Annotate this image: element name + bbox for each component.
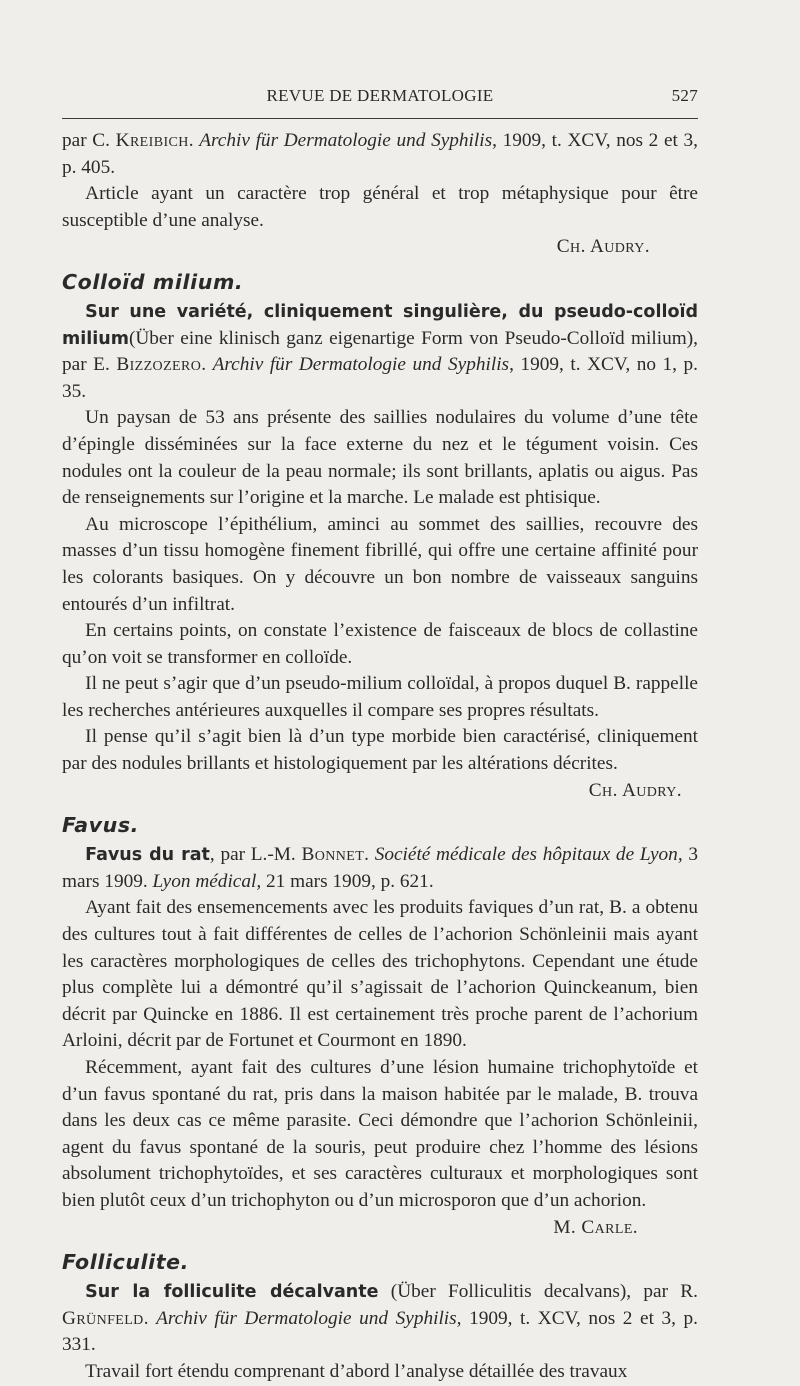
ref-sep: . <box>143 1307 157 1329</box>
title-rest: (Über eine klinisch ganz eigenartige Form von Pseudo-Colloïd milium), par E. <box>62 327 698 376</box>
paragraph: Travail fort étendu comprenant d’abord l’analyse détaillée des travaux <box>85 1360 628 1382</box>
section-heading-colloid: Colloïd milium. <box>62 269 244 294</box>
signature: Ch. Audry. <box>588 779 682 801</box>
signature: M. Carle. <box>553 1216 638 1238</box>
ref-tail: , 1909, t. XCV, no 1, p. 35. <box>62 354 698 402</box>
ref-date: 3 mars 1909. <box>62 844 698 892</box>
ref-journal: Archiv für Dermatologie und Syphilis, <box>156 1307 462 1329</box>
article-title: Favus du rat <box>85 845 210 866</box>
ref-author: Bonnet <box>301 844 365 866</box>
paragraph: Il ne peut s’agir que d’un pseudo-milium colloïdal, à propos duquel B. rappelle les recherches antérieures auxquelles il compare ses propres résultats. <box>62 673 698 721</box>
signature-line <box>62 234 698 261</box>
ref-tail: 21 mars 1909, p. 621. <box>261 870 434 892</box>
ref-journal: Archiv für Dermatologie und Syphilis <box>212 354 510 376</box>
article-title: Sur la folliculite décalvante <box>85 1282 379 1303</box>
section-heading-favus: Favus. <box>62 813 140 838</box>
header-rule <box>62 118 698 119</box>
journal-title: REVUE DE DERMATOLOGIE <box>266 86 494 105</box>
ref-sep: . <box>188 130 200 151</box>
ref-sep: . <box>201 354 213 376</box>
ref-tail: , 1909, t. XCV, nos 2 et 3, p. 405. <box>62 130 698 178</box>
signature-line <box>62 778 698 805</box>
signature-line <box>62 1215 698 1242</box>
ref-author: Kreibich <box>115 130 189 151</box>
paragraph: En certains points, on constate l’existence de faisceaux de blocs de collastine qu’on voit se transformer en colloïde. <box>62 620 698 668</box>
paragraph: Il pense qu’il s’agit bien là d’un type morbide bien caractérisé, cliniquement par des nodules brillants et histologiquement par les altérations décrites. <box>62 726 698 775</box>
ref-author: Bizzozero <box>116 354 202 376</box>
title-rest: , par L.-M. <box>209 844 302 866</box>
ref-sep: . <box>364 844 375 866</box>
paragraph: Récemment, ayant fait des cultures d’une lésion humaine trichophytoïde et d’un favus spontané du rat, pris dans la maison habitée par le malade, B. trouva dans les deux cas ce même parasite. Ceci démondre que l’achorion Schönleinii, agent du favus spontané de la souris, peut produire chez l’homme des lésions absolument trichophytoïdes, et ses caractères culturaux et morphologiques sont bien plutôt ceux d’un trichophyton ou d’un microsporon que d’un achorion. <box>62 1057 698 1211</box>
reference-grunfeld <box>62 1279 698 1359</box>
ref-tail: 1909, t. XCV, nos 2 et 3, p. 331. <box>62 1307 699 1356</box>
ref-author: Grünfeld <box>62 1307 144 1329</box>
paragraph: Article ayant un caractère trop général et trop métaphysique pour être susceptible d’une analyse. <box>62 183 698 231</box>
ref-prefix: par C. <box>62 130 116 151</box>
ref-journal-2: Lyon médical, <box>152 870 262 892</box>
reference-bonnet <box>62 842 698 895</box>
section-heading-folliculite: Folliculite. <box>62 1250 190 1275</box>
ref-journal: Société médicale des hôpitaux de Lyon, <box>374 844 683 866</box>
paragraph: Un paysan de 53 ans présente des saillies nodulaires du volume d’une tête d’épingle disséminées sur la face externe du nez et le tégument voisin. Ces nodules ont la couleur de la peau normale; ils sont brillants, aplatis ou aigus. Pas de renseignements sur l’origine et la marche. Le malade est phtisique. <box>62 407 698 509</box>
article-title: Sur une variété, cliniquement singulière, du pseudo-colloïd milium <box>62 301 698 349</box>
article-body <box>62 128 698 1386</box>
paragraph: Ayant fait des ensemencements avec les produits faviques d’un rat, B. a obtenu des cultures tout à fait différentes de celles de l’achorion Schönleinii mais ayant les caractères morphologiques de celles des trichophytons. Cependant une étude plus complète lui a démontré qu’il s’agissait de l’achorion Quinckeanum, bien décrit par Quincke en 1886. Il est certainement très proche parent de l’achorium Arloini, décrit par de Fortunet et Courmont en 1890. <box>62 897 698 1052</box>
reference-bizzozero <box>62 299 698 405</box>
page-number: 527 <box>671 86 698 105</box>
ref-journal: Archiv für Dermatologie und Syphilis <box>199 130 493 151</box>
title-rest: (Über Folliculitis decalvans), par R. <box>378 1281 698 1303</box>
paragraph: Au microscope l’épithélium, aminci au sommet des saillies, recouvre des masses d’un tissu homogène finement fibrillé, qui offre une certaine affinité pour les colorants basiques. On y découvre un bon nombre de vaisseaux sanguins entourés d’un infiltrat. <box>62 513 698 615</box>
signature: Ch. Audry. <box>556 236 650 258</box>
reference-kreibich <box>62 128 698 181</box>
